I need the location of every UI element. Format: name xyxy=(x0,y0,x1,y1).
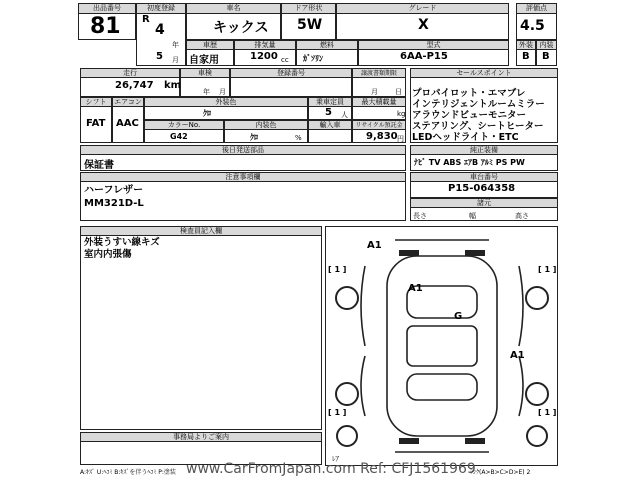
rear-parts-label: 後日発送部品 xyxy=(80,145,406,155)
yen-unit: 円 xyxy=(397,135,404,143)
reg-month: 5 xyxy=(156,51,163,62)
usage: 自家用 xyxy=(189,55,219,66)
car-diagram xyxy=(325,226,558,466)
dims-label: 諸元 xyxy=(410,198,558,208)
length-label: 長さ xyxy=(413,212,427,220)
selling-point: インテリジェントルームミラー xyxy=(412,99,545,110)
selling-point: アラウンドビューモニター xyxy=(412,110,527,121)
doors-label: ドア形状 xyxy=(281,3,336,14)
mileage-unit: km xyxy=(164,80,182,91)
office-label: 事務局よりご案内 xyxy=(80,432,322,442)
lot-label: 出品番号 xyxy=(78,3,136,14)
color-box xyxy=(144,106,308,120)
height-label: 高さ xyxy=(515,212,529,220)
score-label: 評価点 xyxy=(516,3,557,14)
exterior-score: B xyxy=(522,51,530,62)
lights xyxy=(399,250,485,444)
capacity: 5 xyxy=(325,107,332,118)
bracket-left-2: [ 1 ] xyxy=(328,408,347,417)
legend-right: ﾗﾝｸ(A>B>C>D>E) 2 xyxy=(470,469,531,476)
car-outline xyxy=(361,240,523,452)
import-label: 輸入車 xyxy=(308,120,352,130)
displacement-label: 排気量 xyxy=(234,40,296,50)
shift-label: シフト xyxy=(80,97,112,107)
car-name: キックス xyxy=(213,20,269,36)
load-label: 最大積載量 xyxy=(352,97,406,107)
dims-box xyxy=(410,207,558,221)
mileage-label: 走行 xyxy=(80,68,180,78)
score: 4.5 xyxy=(520,18,545,34)
selling-points-list xyxy=(412,88,545,143)
lot-number: 81 xyxy=(90,14,121,39)
selling-point: ステアリング、シートヒーター xyxy=(412,121,544,132)
color-no-label: カラーNo. xyxy=(144,120,224,130)
interior-score: B xyxy=(542,51,550,62)
int-color: ｸﾛ xyxy=(250,133,258,142)
inspection-label: 車検 xyxy=(180,68,230,78)
pct-unit: % xyxy=(295,134,302,142)
deadline-month: 月 xyxy=(371,88,378,96)
chassis-label: 車台番号 xyxy=(410,172,558,182)
grade-label: グレード xyxy=(336,3,509,14)
model: 6AA-P15 xyxy=(400,51,448,62)
color: ｸﾛ xyxy=(203,109,211,118)
notes-text xyxy=(84,184,144,210)
inspector-box xyxy=(80,235,322,430)
note-line: MM321D-L xyxy=(84,198,144,209)
import-box xyxy=(308,129,352,143)
bracket-right-2: [ 1 ] xyxy=(538,408,557,417)
bracket-left-1: [ 1 ] xyxy=(328,265,347,274)
shift: FAT xyxy=(86,118,106,129)
selling-points-label: セールスポイント xyxy=(410,68,558,78)
chassis-number: P15-064358 xyxy=(448,183,516,194)
month-unit: 月 xyxy=(172,56,179,64)
legend-left: A:ｷｽﾞ U:ﾍｺﾐ B:ｷｽﾞを伴うﾍｺﾐ P:塗装 xyxy=(80,469,176,476)
damage-g-roof: G xyxy=(454,311,463,322)
era: R xyxy=(142,14,150,25)
color-no: G42 xyxy=(170,132,188,141)
load-unit: kg xyxy=(397,110,406,118)
reg-no-box xyxy=(230,77,352,97)
width-label: 幅 xyxy=(469,212,476,220)
note-line: ハーフレザー xyxy=(84,185,144,196)
reg-no-label: 登録番号 xyxy=(230,68,352,78)
ac: AAC xyxy=(116,118,139,129)
exterior-label: 外装 xyxy=(516,40,536,50)
fuel-label: 燃料 xyxy=(296,40,358,50)
color-label: 外装色 xyxy=(144,97,308,107)
grade: X xyxy=(418,17,429,33)
doors: 5W xyxy=(297,17,323,33)
capacity-label: 乗車定員 xyxy=(308,97,352,107)
reg-year: 4 xyxy=(155,22,165,38)
ac-label: エアコン xyxy=(112,97,144,107)
damage-a1-hood: A1 xyxy=(408,283,423,294)
recycle: 9,830 xyxy=(366,131,398,142)
displacement: 1200 xyxy=(250,51,278,62)
options-label: 純正装備 xyxy=(410,145,558,155)
notes-label: 注意事項欄 xyxy=(80,172,406,182)
inspector-text xyxy=(84,237,160,261)
inspector-label: 検査員記入欄 xyxy=(80,226,322,236)
recycle-label: リサイクル預託金 xyxy=(352,120,406,130)
inspection-year-unit: 年 xyxy=(203,88,210,96)
options-list: ﾅﾋﾞ TV ABS ｴｱB ｱﾙﾐ PS PW xyxy=(414,158,525,167)
inspector-line: 外装うすい線キズ xyxy=(84,237,160,248)
deadline-label: 譲渡書類期限 xyxy=(352,68,406,78)
rear-parts: 保証書 xyxy=(84,160,114,171)
usage-label: 車歴 xyxy=(186,40,234,50)
damage-a1-top: A1 xyxy=(367,240,382,251)
rear-parts-box xyxy=(80,154,406,171)
damage-a1-rear: A1 xyxy=(510,350,525,361)
displacement-unit: cc xyxy=(281,56,289,64)
inspection-month-unit: 月 xyxy=(219,88,226,96)
model-label: 型式 xyxy=(358,40,509,50)
selling-point: プロパイロット・エマブレ xyxy=(412,88,526,99)
mileage: 26,747 xyxy=(115,80,154,91)
watermark: www.CarFromJapan.com Ref: CFJ1561969 xyxy=(186,461,476,477)
fuel: ｶﾞｿﾘﾝ xyxy=(303,54,323,63)
int-color-label: 内装色 xyxy=(224,120,308,130)
interior-label: 内装 xyxy=(536,40,557,50)
rear-label: ﾚｱ xyxy=(332,455,339,463)
bracket-right-1: [ 1 ] xyxy=(538,265,557,274)
inspector-line: 室内内張傷 xyxy=(84,249,132,260)
deadline-day: 日 xyxy=(395,88,402,96)
capacity-unit: 人 xyxy=(341,111,348,119)
selling-point: LEDヘッドライト・ETC xyxy=(412,132,519,143)
year-unit: 年 xyxy=(172,41,179,49)
car-name-label: 車名 xyxy=(186,3,281,14)
first-reg-label: 初度登録 xyxy=(136,3,186,14)
